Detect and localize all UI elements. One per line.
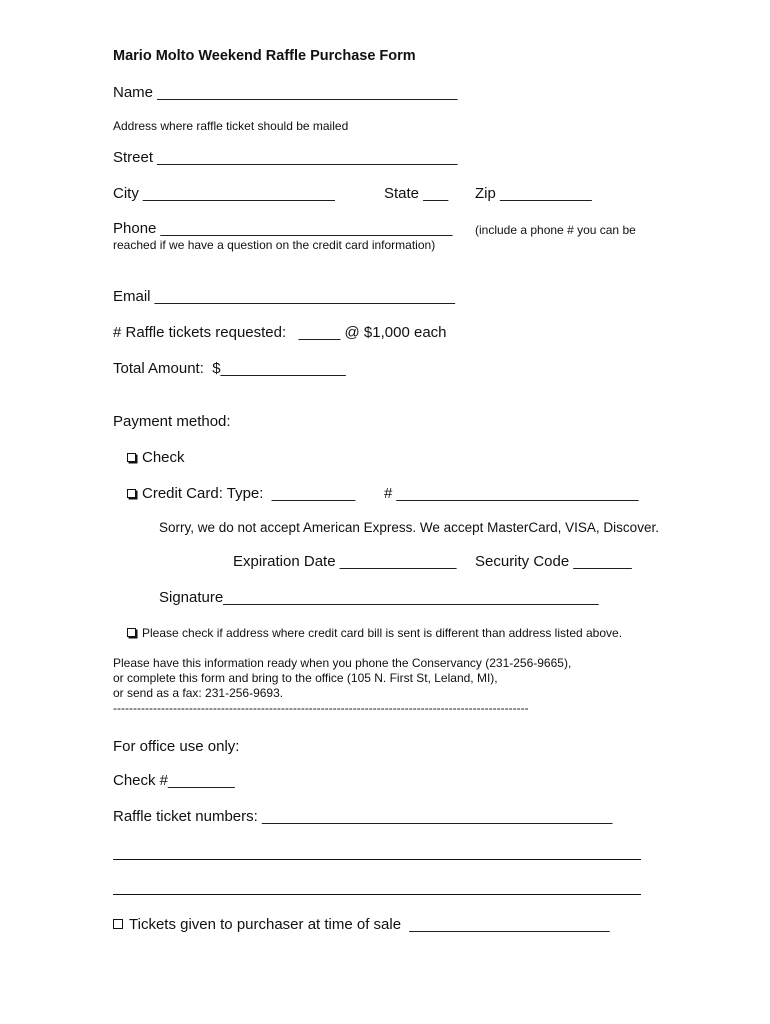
security-code-field[interactable]: Security Code _______ (475, 553, 632, 570)
check-label: Check (142, 449, 185, 466)
checkbox-icon[interactable] (127, 489, 136, 498)
phone-note-line2: reached if we have a question on the credit card information) (113, 238, 436, 252)
tickets-given-option[interactable] (113, 917, 610, 932)
check-number-field[interactable]: Check #________ (113, 772, 235, 789)
form-title: Mario Molto Weekend Raffle Purchase Form (113, 48, 416, 64)
tickets-given-label: Tickets given to purchaser at time of sale ________________________ (129, 916, 610, 933)
expiration-date-field[interactable]: Expiration Date ______________ (233, 553, 457, 570)
checkbox-icon[interactable] (113, 919, 123, 929)
office-heading: For office use only: (113, 738, 240, 755)
ticket-numbers-line-2[interactable] (113, 859, 641, 860)
card-number-field[interactable]: # _____________________________ (384, 485, 639, 502)
signature-field[interactable]: Signature_____________________________________________ (159, 589, 599, 606)
billing-address-label: Please check if address where credit card bill is sent is different than address listed above. (142, 626, 623, 640)
check-option[interactable] (127, 450, 185, 465)
checkbox-icon[interactable] (127, 453, 136, 462)
address-note: Address where raffle ticket should be mailed (113, 119, 349, 133)
ticket-numbers-line-3[interactable] (113, 894, 641, 895)
zip-field[interactable]: Zip ___________ (475, 185, 592, 202)
state-field[interactable]: State ___ (384, 185, 449, 202)
checkbox-icon[interactable] (127, 628, 136, 637)
email-field[interactable]: Email ____________________________________ (113, 288, 455, 305)
credit-card-label: Credit Card: Type: __________ (142, 485, 356, 502)
instructions-line1: Please have this information ready when you phone the Conservancy (231-256-9665), (113, 656, 572, 670)
city-field[interactable]: City _______________________ (113, 185, 335, 202)
ticket-numbers-field[interactable]: Raffle ticket numbers: __________________________________________ (113, 808, 613, 825)
street-field[interactable]: Street ____________________________________ (113, 149, 458, 166)
instructions-line3: or send as a fax: 231-256-9693. (113, 686, 284, 700)
phone-note-line1: (include a phone # you can be (475, 223, 636, 237)
instructions-line2: or complete this form and bring to the office (105 N. First St, Leland, MI), (113, 671, 498, 685)
total-amount-field[interactable]: Total Amount: $_______________ (113, 360, 346, 377)
phone-field[interactable]: Phone ___________________________________ (113, 220, 453, 237)
raffle-tickets-field[interactable]: # Raffle tickets requested: _____ @ $1,000 each (113, 324, 447, 341)
dashed-divider: -------------------------------------------------------------------------------------------------------- (113, 701, 529, 715)
name-field[interactable]: Name ____________________________________ (113, 84, 458, 101)
amex-note: Sorry, we do not accept American Express. We accept MasterCard, VISA, Discover. (159, 520, 659, 535)
billing-address-option[interactable] (127, 627, 622, 639)
payment-heading: Payment method: (113, 413, 231, 430)
credit-card-option[interactable] (127, 486, 355, 501)
